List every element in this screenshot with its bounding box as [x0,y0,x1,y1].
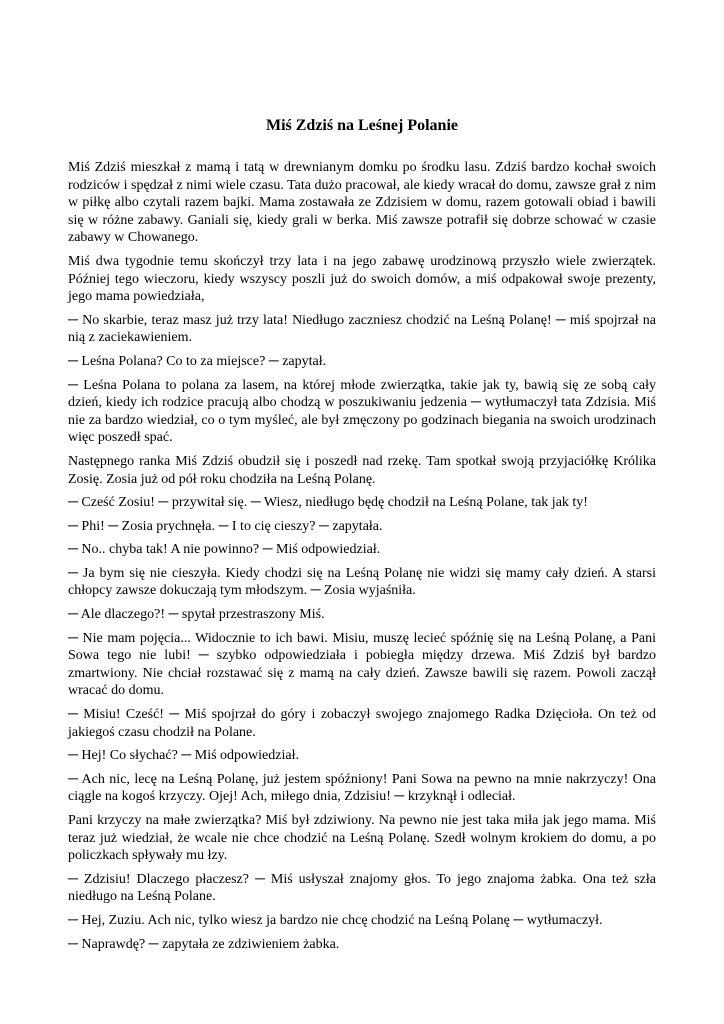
paragraph: ─ Ja bym się nie cieszyła. Kiedy chodzi się na Leśną Polanę nie widzi się mamy cały dzień. A starsi chłopcy zawsze dokuczają tym młodszym. ─ Zosia wyjaśniła. [68,565,656,599]
paragraph: ─ Leśna Polana to polana za lasem, na której młode zwierzątka, takie jak ty, bawią się ze sobą cały dzień, kiedy ich rodzice pracują albo chodzą w poszukiwaniu jedzenia ─ wytłumaczył tata Zdzisia. Miś nie za bardzo wiedział, co o tym myśleć, ale był zmęczony po godzinach biegania na swoich urodzinach więc poszedł spać. [68,377,656,446]
paragraph: ─ Hej, Zuziu. Ach nic, tylko wiesz ja bardzo nie chcę chodzić na Leśną Polanę ─ wytłumaczył. [68,912,603,928]
paragraph: ─ No skarbie, teraz masz już trzy lata! Niedługo zaczniesz chodzić na Leśną Polanę! ─ miś spojrzał na nią z zaciekawieniem. [68,312,656,346]
paragraph: ─ Cześć Zosiu! ─ przywitał się. ─ Wiesz, niedługo będę chodził na Leśną Polane, tak jak ty! [68,495,588,511]
paragraph: Następnego ranka Miś Zdziś obudził się i poszedł nad rzekę. Tam spotkał swoją przyjaciółkę Królika Zosię. Zosia już od pół roku chodziła na Leśną Polanę. [68,453,656,487]
paragraph: ─ No.. chyba tak! A nie powinno? ─ Miś odpowiedział. [68,542,381,558]
document-page [68,116,656,959]
paragraph: ─ Leśna Polana? Co to za miejsce? ─ zapytał. [68,353,327,369]
paragraph: Miś Zdziś mieszkał z mamą i tatą w drewnianym domku po środku lasu. Zdziś bardzo kochał swoich rodziców i spędzał z nimi wiele czasu. Tata dużo pracował, ale kiedy wracał do domu, zawsze grał z nim w piłkę albo czytali razem bajki. Mama zostawała ze Zdzisiem w domu, razem gotowali obiad i bawili się w różne zabawy. Ganiali się, kiedy grali w berka. Miś zawsze potrafił się dobrze schować w czasie zabawy w Chowanego. [68,160,656,246]
paragraph: ─ Ale dlaczego?! ─ spytał przestraszony Miś. [68,607,325,623]
paragraph: Miś dwa tygodnie temu skończył trzy lata i na jego zabawę urodzinową przyszło wiele zwierzątek. Później tego wieczoru, kiedy wszyscy poszli już do swoich domów, a miś odpakował swoje prezenty, jego mama powiedziała, [68,253,656,305]
paragraph: ─ Zdzisiu! Dlaczego płaczesz? ─ Miś usłyszał znajomy głos. To jego znajoma żabka. Ona też szła niedługo na Leśną Polane. [68,871,656,905]
page-title: Miś Zdziś na Leśnej Polanie [265,117,458,134]
paragraph: ─ Phi! ─ Zosia prychnęła. ─ I to cię cieszy? ─ zapytała. [68,518,383,534]
paragraph: Pani krzyczy na małe zwierzątka? Miś był zdziwiony. Na pewno nie jest taka miła jak jego mama. Miś teraz już wiedział, że wcale nie chce chodzić na Leśną Polanę. Szedł wolnym krokiem do domu, a po policzkach spływały mu łzy. [68,813,656,864]
paragraph: ─ Ach nic, lecę na Leśną Polanę, już jestem spóźniony! Pani Sowa na pewno na mnie nakrzyczy! Ona ciągle na kogoś krzyczy. Ojej! Ach, miłego dnia, Zdzisiu! ─ krzyknął i odleciał. [68,771,656,805]
paragraph: ─ Naprawdę? ─ zapytała ze zdziwieniem żabka. [68,936,340,952]
paragraph: ─ Misiu! Cześć! ─ Miś spojrzał do góry i zobaczył swojego znajomego Radka Dzięcioła. On też od jakiegoś czasu chodził na Polane. [68,707,656,740]
paragraph: ─ Hej! Co słychać? ─ Miś odpowiedział. [68,748,299,764]
paragraph: ─ Nie mam pojęcia... Widocznie to ich bawi. Misiu, muszę lecieć spóźnię się na Leśną Polanę, a Pani Sowa tego nie lubi! ─ szybko odpowiedziała i pobiegła między drzewa. Miś Zdziś był bardzo zmartwiony. Nie chciał rozstawać się z mamą na cały dzień. Zawsze bawili się razem. Powoli zaczął wracać do domu. [68,630,656,699]
